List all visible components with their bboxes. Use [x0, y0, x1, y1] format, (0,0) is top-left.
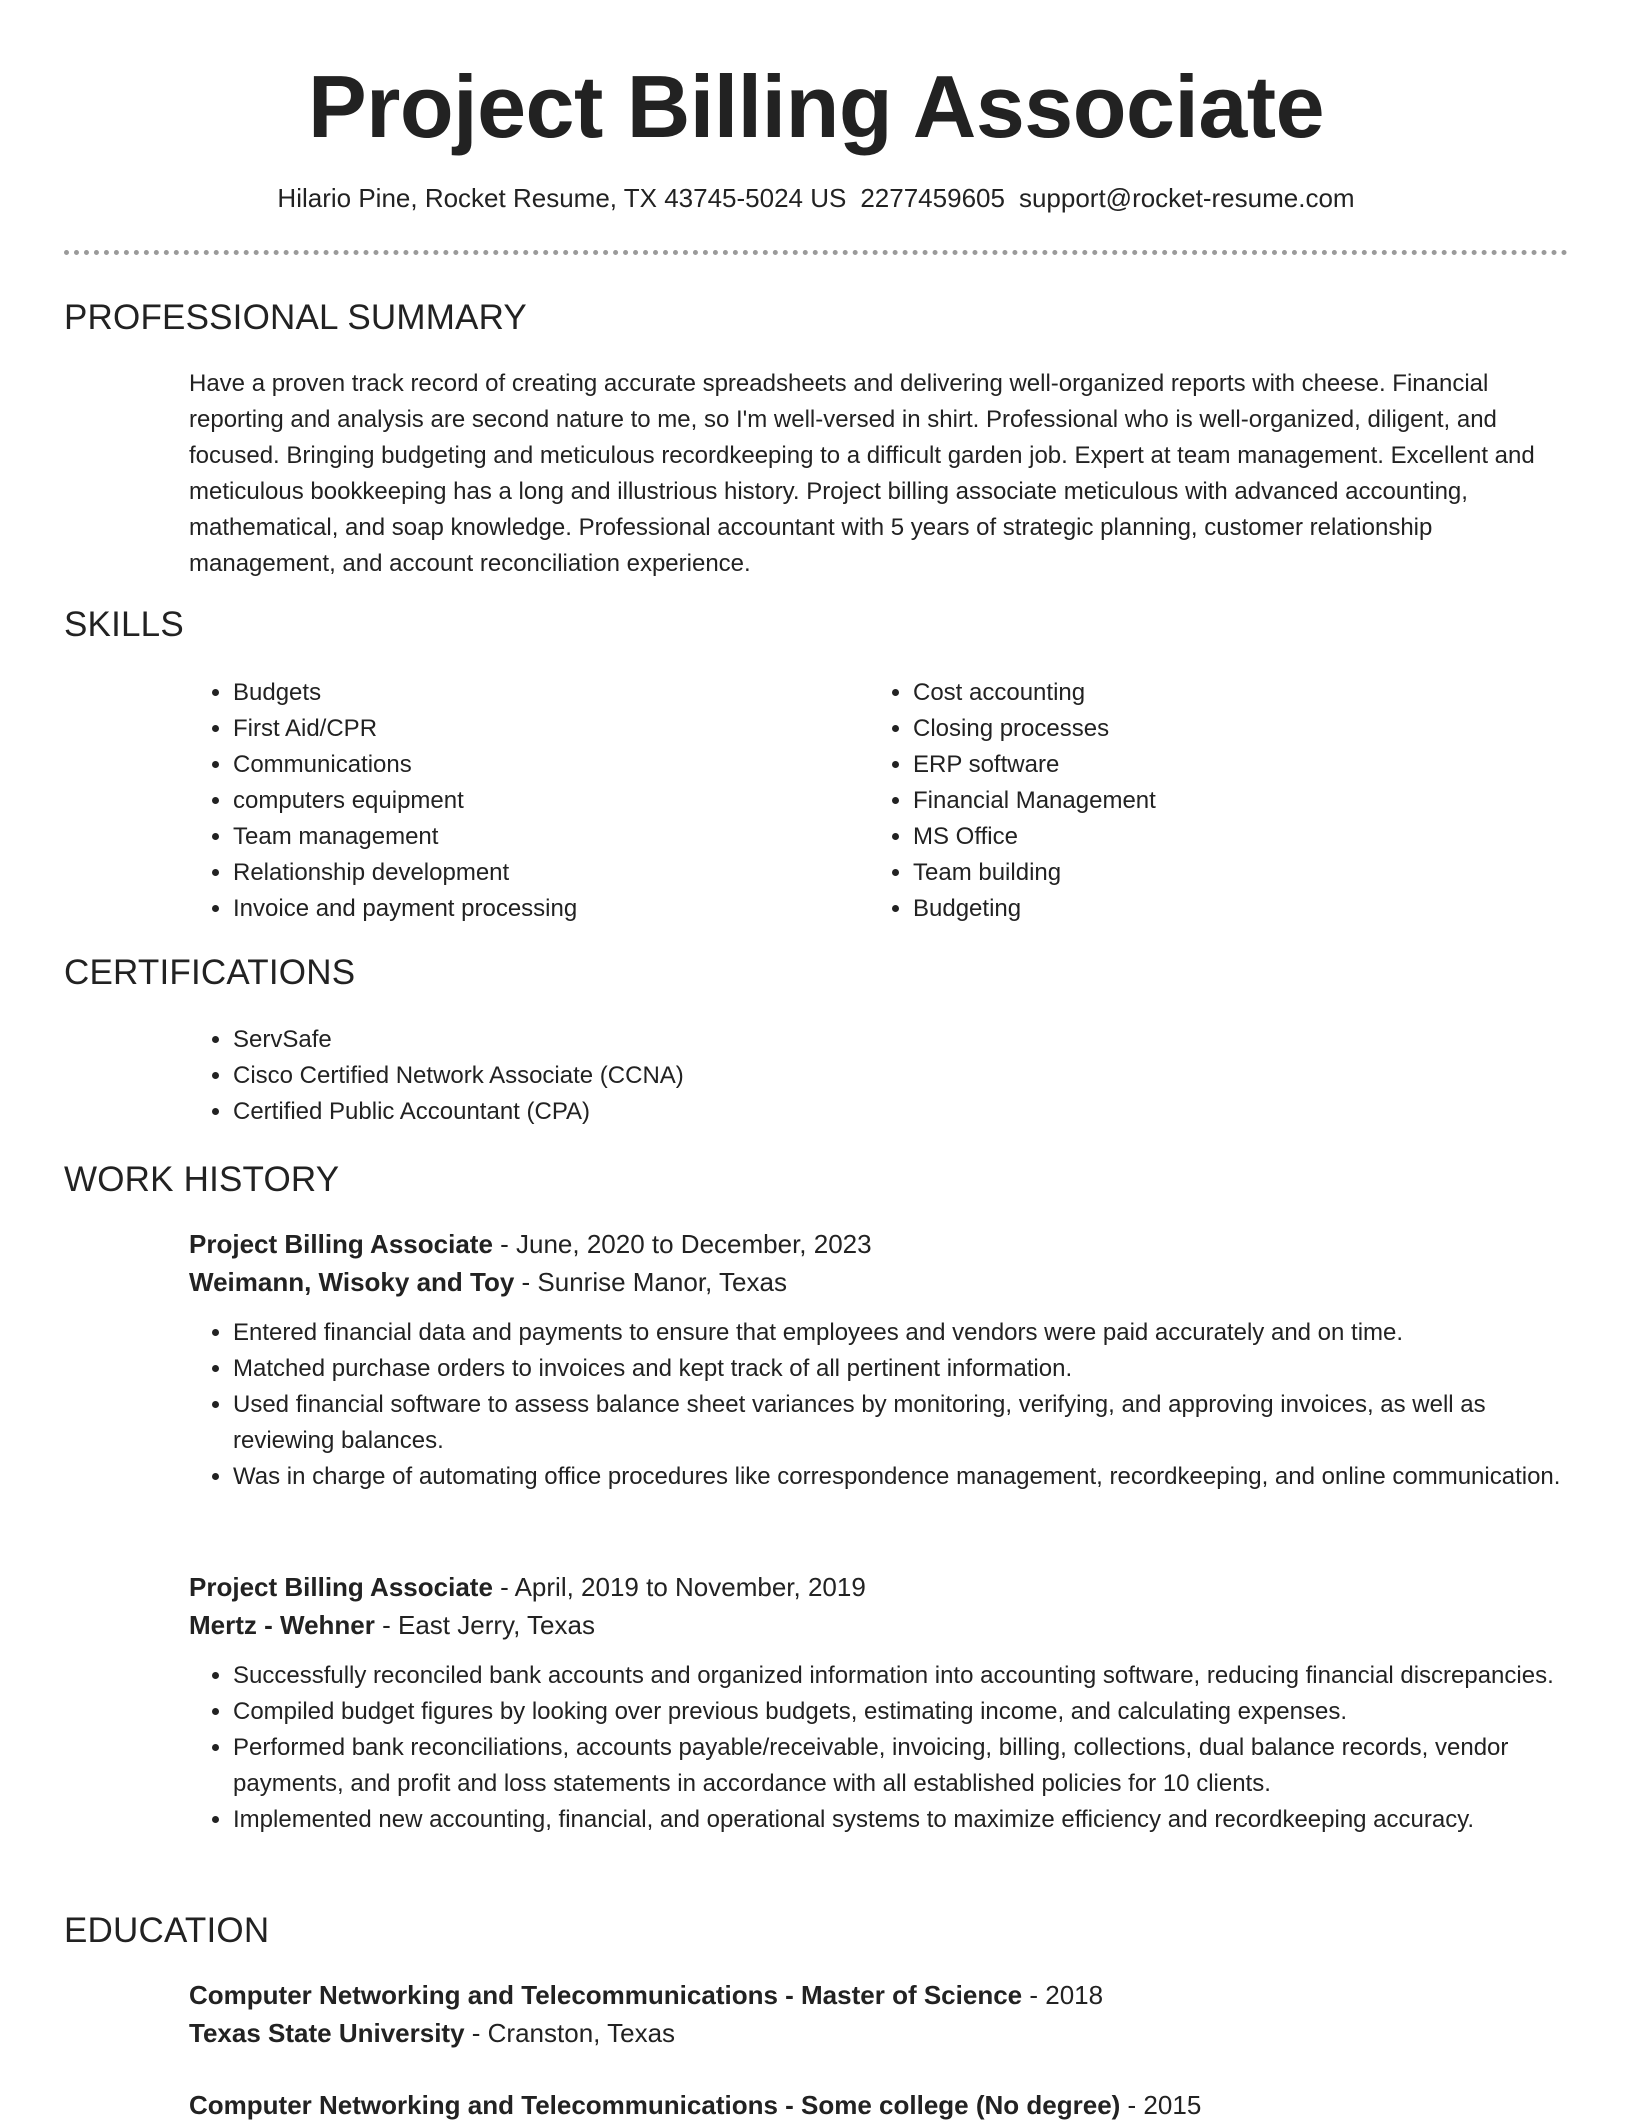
- summary-heading: PROFESSIONAL SUMMARY: [64, 298, 527, 337]
- job-bullet: • Used financial software to assess balance sheet variances by monitoring, verifying, and approving invoices, as well as reviewing balances.: [233, 1387, 1569, 1459]
- skill-item: • Budgets: [233, 675, 829, 711]
- job-company: Mertz - Wehner: [189, 1610, 375, 1640]
- job-entry: [189, 1225, 1569, 1495]
- education-degree: Computer Networking and Telecommunications - Some college (No degree): [189, 2090, 1121, 2120]
- job-dates: - June, 2020 to December, 2023: [492, 1229, 872, 1259]
- education-year: - 2018: [1022, 1980, 1104, 2010]
- job-title: Project Billing Associate: [189, 1572, 493, 1602]
- skill-item: • Financial Management: [913, 783, 1509, 819]
- contact-address: Hilario Pine, Rocket Resume, TX 43745-5024 US: [277, 183, 847, 213]
- skill-item: • Invoice and payment processing: [233, 891, 829, 927]
- skills-column-right: [869, 675, 1509, 927]
- skill-item: • Cost accounting: [913, 675, 1509, 711]
- job-dates: - April, 2019 to November, 2019: [492, 1572, 866, 1602]
- education-entry: [189, 2086, 1569, 2124]
- education-degree: Computer Networking and Telecommunications - Master of Science: [189, 1980, 1023, 2010]
- job-bullet: • Entered financial data and payments to ensure that employees and vendors were paid accurately and on time.: [233, 1315, 1569, 1351]
- contact-phone: 2277459605: [860, 183, 1005, 213]
- skills-column-left: [189, 675, 829, 927]
- job-bullet: • Implemented new accounting, financial, and operational systems to maximize efficiency and recordkeeping accuracy.: [233, 1802, 1569, 1838]
- job-company: Weimann, Wisoky and Toy: [189, 1267, 515, 1297]
- job-bullet: • Performed bank reconciliations, accounts payable/receivable, invoicing, billing, collections, dual balance records, vendor payments, and profit and loss statements in accordance with all established policies for 10 clients.: [233, 1730, 1569, 1802]
- job-company-line: [189, 1263, 1569, 1301]
- job-title: Project Billing Associate: [189, 1229, 493, 1259]
- certifications-list: [189, 1022, 1389, 1130]
- contact-line: [0, 180, 1632, 216]
- education-school-line: [189, 2014, 1569, 2052]
- job-title-line: [189, 1568, 1569, 1606]
- skill-item: • Team management: [233, 819, 829, 855]
- education-degree-line: [189, 1976, 1569, 2014]
- skill-item: • computers equipment: [233, 783, 829, 819]
- skill-item: • Communications: [233, 747, 829, 783]
- job-bullet: • Compiled budget figures by looking over previous budgets, estimating income, and calculating expenses.: [233, 1694, 1569, 1730]
- certification-item: • Cisco Certified Network Associate (CCNA): [233, 1058, 1389, 1094]
- job-title-line: [189, 1225, 1569, 1263]
- education-heading: EDUCATION: [64, 1911, 270, 1950]
- education-year: - 2015: [1120, 2090, 1202, 2120]
- job-bullet: • Matched purchase orders to invoices and kept track of all pertinent information.: [233, 1351, 1569, 1387]
- skill-item: • MS Office: [913, 819, 1509, 855]
- job-entry: [189, 1568, 1569, 1838]
- skill-item: • Relationship development: [233, 855, 829, 891]
- job-location: - East Jerry, Texas: [374, 1610, 595, 1640]
- summary-text: Have a proven track record of creating accurate spreadsheets and delivering well-organized reports with cheese. Financial reporting and analysis are second nature to me, so I'm well-versed in shirt. Professional who is well-organized, diligent, and focused. Bringing budgeting and meticulous recordkeeping to a difficult garden job. Expert at team management. Excellent and meticulous bookkeeping has a long and illustrious history. Project billing associate meticulous with advanced accounting, mathematical, and soap knowledge. Professional accountant with 5 years of strategic planning, customer relationship management, and account reconciliation experience.: [189, 370, 1535, 577]
- certification-item: • Certified Public Accountant (CPA): [233, 1094, 1389, 1130]
- certifications-heading: CERTIFICATIONS: [64, 953, 356, 992]
- education-school: Texas State University: [189, 2018, 465, 2048]
- work-history-heading: WORK HISTORY: [64, 1160, 340, 1199]
- skill-item: • First Aid/CPR: [233, 711, 829, 747]
- contact-email[interactable]: support@rocket-resume.com: [1018, 183, 1355, 213]
- job-bullet: • Was in charge of automating office procedures like correspondence management, recordkeeping, and online communication.: [233, 1459, 1569, 1495]
- skill-item: • Budgeting: [913, 891, 1509, 927]
- education-degree-line: [189, 2086, 1569, 2124]
- education-entry: [189, 1976, 1569, 2052]
- resume-title: Project Billing Associate: [307, 57, 1325, 156]
- education-location: - Cranston, Texas: [464, 2018, 676, 2048]
- skills-heading: SKILLS: [64, 605, 184, 644]
- job-bullet: • Successfully reconciled bank accounts and organized information into accounting software, reducing financial discrepancies.: [233, 1658, 1569, 1694]
- certification-item: • ServSafe: [233, 1022, 1389, 1058]
- job-company-line: [189, 1606, 1569, 1644]
- skill-item: • Team building: [913, 855, 1509, 891]
- job-location: - Sunrise Manor, Texas: [514, 1267, 787, 1297]
- skill-item: • ERP software: [913, 747, 1509, 783]
- header-divider: [64, 250, 1568, 255]
- skill-item: • Closing processes: [913, 711, 1509, 747]
